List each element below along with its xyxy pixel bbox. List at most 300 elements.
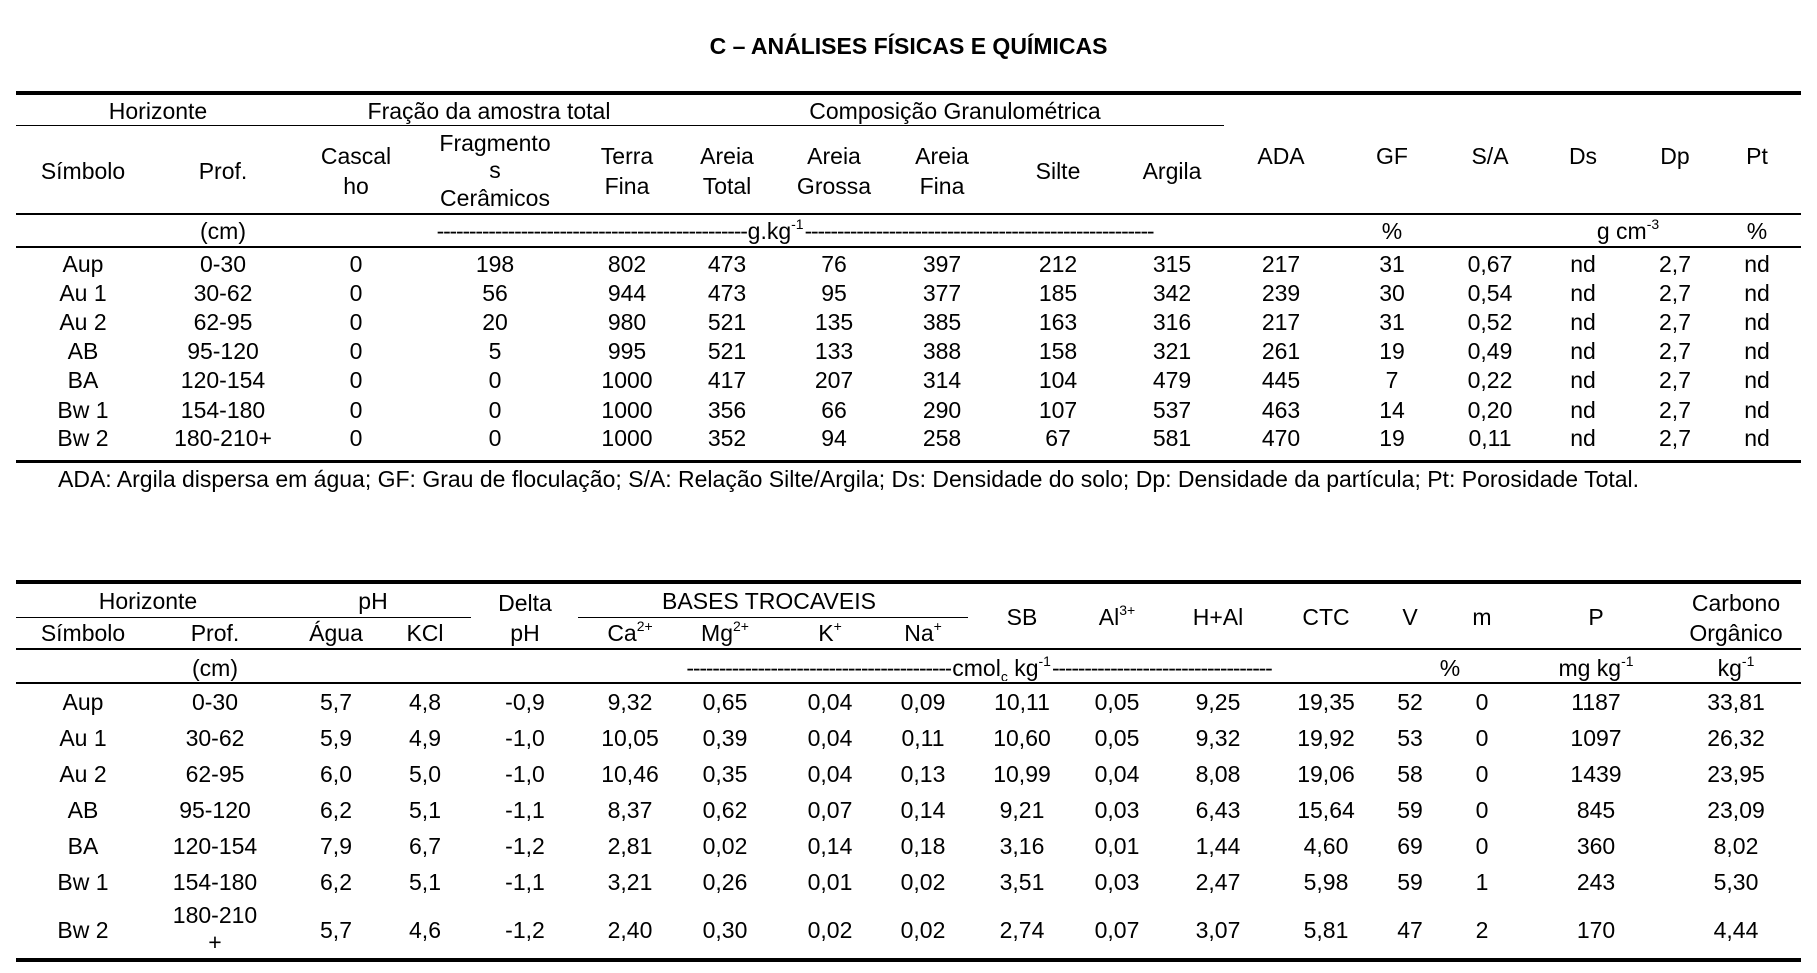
t2-cell: 243 <box>1576 869 1616 895</box>
t1-col-pt: Pt <box>1746 143 1768 169</box>
t1-cell: 258 <box>922 425 962 451</box>
t2-delta-1: Delta <box>498 590 552 616</box>
t1-cell: 217 <box>1261 251 1301 277</box>
t1-cell: 0,11 <box>1468 425 1512 451</box>
t2-cell: 7,9 <box>320 833 352 859</box>
t1-cell: 2,7 <box>1659 397 1691 423</box>
t1-unit-gf: % <box>1381 218 1403 244</box>
t1-cell: 0 <box>349 280 363 306</box>
t2-cell: 0-30 <box>191 689 239 715</box>
t2-hal-header: H+Al <box>1192 604 1244 630</box>
t1-col-cascalho-1: Cascal <box>320 143 392 169</box>
t2-cell: 154-180 <box>172 869 258 895</box>
t2-cell: 5,98 <box>1303 869 1349 895</box>
t1-cell: 0 <box>488 397 502 423</box>
t2-bottom-rule <box>16 958 1801 962</box>
t1-cell: 321 <box>1152 338 1192 364</box>
t2-cell: 0,02 <box>702 833 748 859</box>
t2-unit-kg: $kg^{-1}$ <box>1717 653 1755 681</box>
t2-cell: 0,02 <box>807 917 853 943</box>
t2-delta-2: pH <box>510 620 540 646</box>
t1-col-ada: ADA <box>1257 143 1305 169</box>
t1-cell: 2,7 <box>1659 280 1691 306</box>
t1-cell: 802 <box>607 251 647 277</box>
t2-cell: 0,04 <box>807 725 853 751</box>
t1-units-rule <box>16 246 1801 248</box>
t1-cell: 135 <box>814 309 854 335</box>
t2-cell: AB <box>67 797 99 823</box>
t2-cell: BA <box>67 833 99 859</box>
t1-cell: 2,7 <box>1659 338 1691 364</box>
t1-cell: 445 <box>1261 367 1301 393</box>
t1-cell: 0 <box>349 251 363 277</box>
t2-cell: 5,81 <box>1303 917 1349 943</box>
t2-unit-cmol-span: -----------------------------------------cmol$_c$ $kg^{-1}----------------------------------$ <box>686 655 1272 681</box>
t2-cell: 62-95 <box>185 761 245 787</box>
t1-cell: 31 <box>1379 251 1405 277</box>
t1-cell: 0 <box>349 425 363 451</box>
t1-cell: 0 <box>349 397 363 423</box>
table2-top-rule <box>16 580 1801 584</box>
t2-cell: 0,03 <box>1094 869 1140 895</box>
t1-col-silte: Silte <box>1035 158 1081 184</box>
t2-carbono-2: Orgânico <box>1689 620 1783 646</box>
t1-cell: nd <box>1570 367 1596 393</box>
t2-cell: 2,81 <box>607 833 653 859</box>
t2-cell: 4,44 <box>1713 917 1759 943</box>
t2-cell: 1 <box>1475 869 1489 895</box>
t1-cell: Aup <box>62 251 104 277</box>
t2-cell: 0,14 <box>900 797 946 823</box>
t1-cell: 388 <box>922 338 962 364</box>
t2-cell: 0,09 <box>900 689 946 715</box>
t2-cell: 3,07 <box>1195 917 1241 943</box>
t2-cell: 0,65 <box>702 689 748 715</box>
t1-cell: 0 <box>349 367 363 393</box>
t2-cell: 53 <box>1397 725 1423 751</box>
t1-cell: 0-30 <box>199 251 247 277</box>
t1-footnote: ADA: Argila dispersa em água; GF: Grau de floculação; S/A: Relação Silte/Argila; Ds: Densidade do solo; Dp: Densidade da partícula; Pt: Porosidade Total. <box>58 466 1640 492</box>
t2-cell: 0,11 <box>901 725 945 751</box>
t2-cell: 0,62 <box>702 797 748 823</box>
t1-cell: 207 <box>814 367 854 393</box>
t2-cell: 8,37 <box>607 797 653 823</box>
t2-cell: 59 <box>1397 869 1423 895</box>
t2-cell: 9,32 <box>607 689 653 715</box>
t2-col-simbolo: Símbolo <box>40 620 126 646</box>
t1-cell: 154-180 <box>180 397 266 423</box>
t2-unit-mg-kg: mg $kg^{-1}$ <box>1558 653 1634 681</box>
t2-cell: 8,02 <box>1713 833 1759 859</box>
t1-cell: 120-154 <box>180 367 266 393</box>
t1-cell: 95-120 <box>187 338 259 364</box>
t1-cell: 944 <box>607 280 647 306</box>
t2-cell: 6,43 <box>1195 797 1241 823</box>
t1-cell: 316 <box>1152 309 1192 335</box>
t1-cell: 20 <box>482 309 508 335</box>
t2-cell: 180-210 <box>172 902 258 928</box>
t2-horizonte-header: Horizonte <box>98 588 198 614</box>
t1-col-areia-grossa-2: Grossa <box>796 173 872 199</box>
t1-cell: 537 <box>1152 397 1192 423</box>
t2-cell: 19,92 <box>1297 725 1355 751</box>
t1-cell: 2,7 <box>1659 309 1691 335</box>
t1-cell: 5 <box>488 338 502 364</box>
t2-cell: 19,06 <box>1297 761 1355 787</box>
t1-col-simbolo: Símbolo <box>40 158 126 184</box>
t2-cell: -1,0 <box>505 725 545 751</box>
t2-p-header: P <box>1588 604 1604 630</box>
t2-units-rule <box>16 682 1801 684</box>
t2-cell: 8,08 <box>1195 761 1241 787</box>
t2-cell: 10,60 <box>993 725 1051 751</box>
t2-cell: 0,04 <box>1094 761 1140 787</box>
t2-cell: Bw 2 <box>57 917 109 943</box>
t2-ph-header: pH <box>358 588 388 614</box>
t1-horizonte-header: Horizonte <box>108 98 208 124</box>
t2-sb-header: SB <box>1006 604 1038 630</box>
t2-cell: -1,2 <box>505 833 545 859</box>
t1-cell: BA <box>67 367 99 393</box>
t2-cell: 5,1 <box>409 869 441 895</box>
t2-cell: Au 1 <box>59 725 107 751</box>
t2-cell: -0,9 <box>505 689 545 715</box>
t1-col-fragmentos-1: Fragmento <box>439 130 551 156</box>
t2-cell: 4,60 <box>1303 833 1349 859</box>
t1-cell: 107 <box>1038 397 1078 423</box>
t1-cell: 14 <box>1379 397 1405 423</box>
t2-cell: 0,02 <box>900 917 946 943</box>
t1-cell: 2,7 <box>1659 367 1691 393</box>
t1-cell: 0 <box>349 338 363 364</box>
t1-composicao-header: Composição Granulométrica <box>809 98 1101 124</box>
t1-cell: 212 <box>1038 251 1078 277</box>
t2-cell: 10,11 <box>994 689 1050 715</box>
t2-cell: Au 2 <box>59 761 107 787</box>
t2-cell: 6,7 <box>409 833 441 859</box>
t1-unit-g-cm: g $cm^{-3}$ <box>1596 216 1660 244</box>
t1-cell: 473 <box>707 280 747 306</box>
t1-cell: 239 <box>1261 280 1301 306</box>
t2-cell: 5,30 <box>1713 869 1759 895</box>
t1-cell: 479 <box>1152 367 1192 393</box>
t1-cell: 397 <box>922 251 962 277</box>
t2-cell: 0,05 <box>1094 725 1140 751</box>
t2-carbono-1: Carbono <box>1691 590 1781 616</box>
t1-col-sa: S/A <box>1471 143 1509 169</box>
t2-v-header: V <box>1402 604 1418 630</box>
t1-unit-prof: (cm) <box>200 218 246 244</box>
t2-cell: 6,2 <box>320 869 352 895</box>
t1-cell: 352 <box>707 425 747 451</box>
t1-cell: 30 <box>1379 280 1405 306</box>
t1-cell: 0 <box>488 425 502 451</box>
t2-cell: 95-120 <box>179 797 251 823</box>
t2-cell: 0,01 <box>807 869 853 895</box>
t1-cell: nd <box>1744 397 1770 423</box>
t2-cell: 1,44 <box>1195 833 1241 859</box>
t2-ph-underline <box>316 617 471 618</box>
t1-bottom-rule <box>16 460 1801 463</box>
t1-cell: 180-210+ <box>174 425 272 451</box>
t1-cell: 62-95 <box>193 309 253 335</box>
t1-col-prof: Prof. <box>198 158 248 184</box>
t1-cell: 95 <box>821 280 847 306</box>
t2-col-kcl: KCl <box>406 620 444 646</box>
t1-cell: AB <box>67 338 99 364</box>
t1-col-argila: Argila <box>1142 158 1202 184</box>
t1-cell: 0,54 <box>1467 280 1513 306</box>
t2-cell-prof-suffix: + <box>208 929 222 955</box>
t1-cell: 19 <box>1379 425 1405 451</box>
t2-cell: 47 <box>1397 917 1423 943</box>
t2-cell: 1097 <box>1570 725 1622 751</box>
t2-cell: 0,02 <box>900 869 946 895</box>
t2-cell: Aup <box>62 689 104 715</box>
t2-cell: 19,35 <box>1297 689 1355 715</box>
t2-col-na: Na+ <box>904 618 942 646</box>
t1-cell: 133 <box>814 338 854 364</box>
t2-cell: 4,6 <box>409 917 441 943</box>
t1-cell: 56 <box>482 280 508 306</box>
t1-cell: nd <box>1744 425 1770 451</box>
t1-cell: 521 <box>707 338 747 364</box>
t2-cell: 4,8 <box>409 689 441 715</box>
t2-cell: 69 <box>1397 833 1423 859</box>
t2-cell: 0 <box>1475 833 1489 859</box>
t2-cell: 10,46 <box>601 761 659 787</box>
t2-cell: 3,51 <box>999 869 1045 895</box>
t1-cell: 581 <box>1152 425 1192 451</box>
t1-cell: 76 <box>821 251 847 277</box>
t1-col-gf: GF <box>1376 143 1408 169</box>
t1-fracao-header: Fração da amostra total <box>367 98 611 124</box>
t1-cell: nd <box>1570 397 1596 423</box>
t2-cell: 23,95 <box>1707 761 1765 787</box>
t2-cell: 0,14 <box>807 833 853 859</box>
t1-cell: 290 <box>922 397 962 423</box>
t1-cell: 995 <box>607 338 647 364</box>
t1-cell: 0 <box>349 309 363 335</box>
t1-cell: nd <box>1570 251 1596 277</box>
t1-col-fragmentos-2: s <box>489 157 501 183</box>
t2-cell: 2 <box>1475 917 1489 943</box>
t1-cell: nd <box>1744 280 1770 306</box>
t1-cell: 94 <box>821 425 847 451</box>
t1-cell: Au 2 <box>59 309 107 335</box>
t2-cell: -1,2 <box>505 917 545 943</box>
t2-cell: 5,7 <box>320 917 352 943</box>
t1-cell: 0 <box>488 367 502 393</box>
t1-cell: 66 <box>821 397 847 423</box>
t2-horizonte-underline <box>16 617 316 618</box>
t1-cell: nd <box>1570 309 1596 335</box>
t1-cell: nd <box>1744 251 1770 277</box>
t1-cell: 356 <box>707 397 747 423</box>
t2-cell: 30-62 <box>185 725 245 751</box>
t2-cell: 9,21 <box>999 797 1045 823</box>
t1-col-dp: Dp <box>1660 143 1690 169</box>
t2-bases-header: BASES TROCAVEIS <box>662 588 876 614</box>
t2-ctc-header: CTC <box>1302 604 1350 630</box>
t1-cell: 19 <box>1379 338 1405 364</box>
t2-cell: 0 <box>1475 725 1489 751</box>
t2-cell: 2,74 <box>999 917 1045 943</box>
t2-cell: 0,30 <box>702 917 748 943</box>
t1-cell: 470 <box>1261 425 1301 451</box>
t1-cell: 30-62 <box>193 280 253 306</box>
t2-cell: 0,04 <box>807 689 853 715</box>
t1-col-areia-grossa-1: Areia <box>807 143 861 169</box>
t2-cell: 2,47 <box>1195 869 1241 895</box>
t2-col-ca: $Ca^{2+}$ <box>607 618 653 646</box>
t1-col-terra-fina-1: Terra <box>600 143 654 169</box>
t2-col-k: K+ <box>818 618 842 646</box>
t1-cell: 158 <box>1038 338 1078 364</box>
t2-col-agua: Água <box>309 620 363 646</box>
t2-col-prof: Prof. <box>190 620 240 646</box>
t2-cell: 120-154 <box>172 833 258 859</box>
t1-col-cascalho-2: ho <box>343 173 369 199</box>
t2-cell: 3,16 <box>999 833 1045 859</box>
t2-cell: 1187 <box>1571 689 1621 715</box>
t2-cell: 0,13 <box>900 761 946 787</box>
t2-cell: 0 <box>1475 689 1489 715</box>
t1-cell: 1000 <box>601 367 653 393</box>
t1-cell: 980 <box>607 309 647 335</box>
t2-cell: 0,03 <box>1094 797 1140 823</box>
t2-cell: 0,26 <box>702 869 748 895</box>
t1-cell: 217 <box>1261 309 1301 335</box>
t1-cell: 377 <box>922 280 962 306</box>
t2-cell: 59 <box>1397 797 1423 823</box>
t2-cell: 4,9 <box>409 725 441 751</box>
t1-cell: 463 <box>1261 397 1301 423</box>
t1-cell: nd <box>1570 425 1596 451</box>
t2-cell: 0,04 <box>807 761 853 787</box>
t2-cell: 5,0 <box>409 761 441 787</box>
t1-cell: 417 <box>707 367 747 393</box>
t2-al-header: $Al^{3+}$ <box>1098 602 1136 630</box>
t2-cell: 170 <box>1576 917 1616 943</box>
t1-cell: nd <box>1744 338 1770 364</box>
t2-cell: 10,99 <box>993 761 1051 787</box>
t2-cell: -1,0 <box>505 761 545 787</box>
t2-cell: -1,1 <box>505 869 545 895</box>
t2-cell: 5,1 <box>409 797 441 823</box>
t2-m-header: m <box>1472 604 1492 630</box>
t1-cell: 67 <box>1045 425 1071 451</box>
t1-cell: nd <box>1744 367 1770 393</box>
t2-cell: 0,07 <box>807 797 853 823</box>
t1-unit-pt: % <box>1746 218 1768 244</box>
t1-cell: 163 <box>1038 309 1078 335</box>
t2-cell: 9,25 <box>1195 689 1241 715</box>
t1-cell: Au 1 <box>59 280 107 306</box>
t2-cell: 10,05 <box>601 725 659 751</box>
t1-cell: 0,22 <box>1467 367 1513 393</box>
t1-col-areia-fina-1: Areia <box>915 143 969 169</box>
t1-cell: 7 <box>1385 367 1399 393</box>
t1-col-areia-fina-2: Fina <box>919 173 965 199</box>
t1-cell: 0,52 <box>1467 309 1513 335</box>
t1-cell: 104 <box>1038 367 1078 393</box>
t1-cell: 385 <box>922 309 962 335</box>
t1-col-areia-total-2: Total <box>702 173 752 199</box>
t2-cell: 0,05 <box>1094 689 1140 715</box>
t2-cell: 0 <box>1475 797 1489 823</box>
t2-cell: 52 <box>1397 689 1423 715</box>
t2-cell: 26,32 <box>1707 725 1765 751</box>
t1-cell: 1000 <box>601 397 653 423</box>
t1-col-terra-fina-2: Fina <box>604 173 650 199</box>
t1-header-rule <box>16 213 1801 215</box>
t2-cell: 5,9 <box>320 725 352 751</box>
t1-cell: 2,7 <box>1659 251 1691 277</box>
t1-cell: nd <box>1744 309 1770 335</box>
t2-cell: Bw 1 <box>57 869 109 895</box>
t1-cell: 1000 <box>601 425 653 451</box>
t2-unit-prof: (cm) <box>192 655 238 681</box>
t2-cell: 15,64 <box>1297 797 1355 823</box>
t2-cell: 3,21 <box>607 869 653 895</box>
t2-unit-pct: % <box>1439 655 1461 681</box>
t1-cell: 0,67 <box>1467 251 1513 277</box>
t1-cell: nd <box>1570 280 1596 306</box>
t1-group-underline <box>16 125 1224 126</box>
t2-cell: 0,07 <box>1094 917 1140 943</box>
t1-cell: 185 <box>1038 280 1078 306</box>
t1-cell: Bw 1 <box>57 397 109 423</box>
t1-cell: 2,7 <box>1659 425 1691 451</box>
t1-cell: 314 <box>922 367 962 393</box>
t2-cell: 5,7 <box>320 689 352 715</box>
table1-top-rule <box>16 91 1801 95</box>
t1-cell: 342 <box>1152 280 1192 306</box>
t1-cell: 0,49 <box>1467 338 1513 364</box>
t2-cell: 0,18 <box>900 833 946 859</box>
t1-cell: Bw 2 <box>57 425 109 451</box>
t1-cell: 0,20 <box>1467 397 1513 423</box>
t1-col-fragmentos-3: Cerâmicos <box>440 185 550 211</box>
t2-cell: 9,32 <box>1195 725 1241 751</box>
t2-cell: 33,81 <box>1707 689 1765 715</box>
t2-cell: 0,01 <box>1094 833 1140 859</box>
t2-cell: 0,39 <box>702 725 748 751</box>
t1-cell: 198 <box>475 251 515 277</box>
t2-cell: 6,2 <box>320 797 352 823</box>
t1-unit-g-kg-span: $------------------------------------------------g.kg^{-1}------------------------------------------------------$ <box>436 218 1154 244</box>
t2-col-mg: $Mg^{2+}$ <box>701 618 749 646</box>
t1-cell: 473 <box>707 251 747 277</box>
t2-cell: 0 <box>1475 761 1489 787</box>
page-title: C – ANÁLISES FÍSICAS E QUÍMICAS <box>709 33 1108 59</box>
t1-cell: 315 <box>1152 251 1192 277</box>
t2-cell: 1439 <box>1570 761 1622 787</box>
t2-header-rule <box>16 648 1801 650</box>
t2-cell: 6,0 <box>320 761 352 787</box>
t1-cell: 261 <box>1261 338 1301 364</box>
t2-cell: 2,40 <box>607 917 653 943</box>
t1-cell: nd <box>1570 338 1596 364</box>
t1-cell: 31 <box>1379 309 1405 335</box>
t2-cell: 23,09 <box>1707 797 1765 823</box>
t2-cell: 0,35 <box>702 761 748 787</box>
t1-cell: 521 <box>707 309 747 335</box>
t2-cell: -1,1 <box>505 797 545 823</box>
t1-col-areia-total-1: Areia <box>700 143 754 169</box>
t1-col-ds: Ds <box>1568 143 1598 169</box>
